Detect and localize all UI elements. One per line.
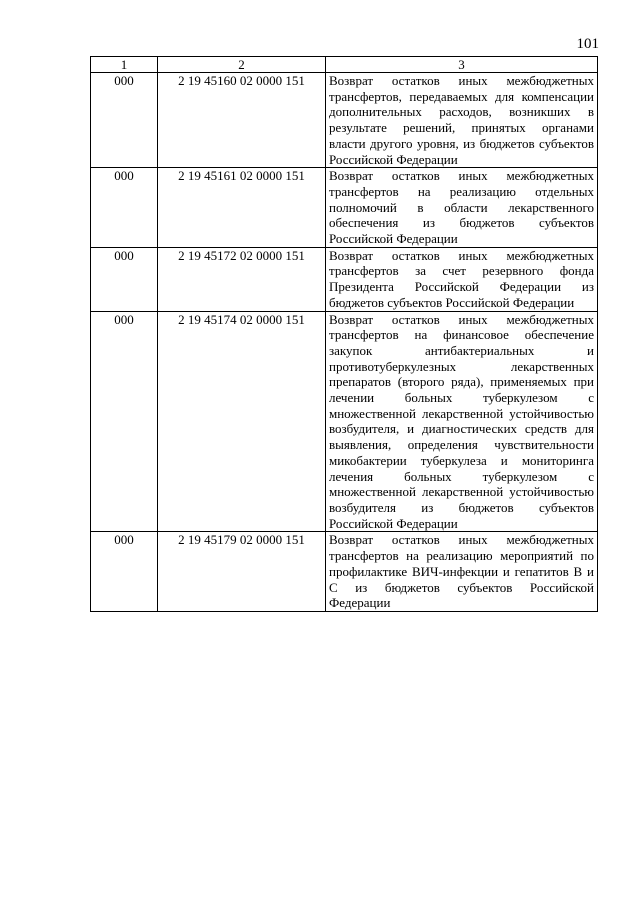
table-row bbox=[91, 168, 598, 248]
kbk-code-cell: 2 19 45160 02 0000 151 bbox=[158, 73, 326, 168]
table-row bbox=[91, 532, 598, 612]
income-name-cell: Возврат остатков иных межбюджетных трансфертов, передаваемых для компенсации дополнительных расходов, возникших в результате решений, принятых органами власти другого уровня, из бюджетов субъектов Российской Федерации bbox=[326, 73, 598, 168]
admin-code-cell: 000 bbox=[91, 73, 158, 168]
column-header-2: 2 bbox=[158, 57, 326, 73]
kbk-code-cell: 2 19 45174 02 0000 151 bbox=[158, 311, 326, 532]
table-header-row bbox=[91, 57, 598, 73]
table-row bbox=[91, 73, 598, 168]
column-header-1: 1 bbox=[91, 57, 158, 73]
admin-code-cell: 000 bbox=[91, 311, 158, 532]
income-name-cell: Возврат остатков иных межбюджетных трансфертов на реализацию отдельных полномочий в области лекарственного обеспечения из бюджетов субъектов Российской Федерации bbox=[326, 168, 598, 248]
table-row bbox=[91, 247, 598, 311]
income-name-cell: Возврат остатков иных межбюджетных трансфертов на финансовое обеспечение закупок антибактериальных и противотуберкулезных лекарственных препаратов (второго ряда), применяемых при лечении больных туберкулезом с множественной лекарственной устойчивостью возбудителя, и диагностических средств для выявления, определения чувствительности микобактерии туберкулеза и мониторинга лечения больных туберкулезом с множественной лекарственной устойчивостью возбудителя из бюджетов субъектов Российской Федерации bbox=[326, 311, 598, 532]
income-name-cell: Возврат остатков иных межбюджетных трансфертов на реализацию мероприятий по профилактике ВИЧ-инфекции и гепатитов В и С из бюджетов субъектов Российской Федерации bbox=[326, 532, 598, 612]
kbk-code-cell: 2 19 45172 02 0000 151 bbox=[158, 247, 326, 311]
admin-code-cell: 000 bbox=[91, 168, 158, 248]
budget-classification-table bbox=[90, 56, 598, 612]
kbk-code-cell: 2 19 45179 02 0000 151 bbox=[158, 532, 326, 612]
admin-code-cell: 000 bbox=[91, 247, 158, 311]
column-header-3: 3 bbox=[326, 57, 598, 73]
admin-code-cell: 000 bbox=[91, 532, 158, 612]
income-name-cell: Возврат остатков иных межбюджетных трансфертов за счет резервного фонда Президента Российской Федерации из бюджетов субъектов Российской Федерации bbox=[326, 247, 598, 311]
page-number: 101 bbox=[576, 36, 599, 52]
kbk-code-cell: 2 19 45161 02 0000 151 bbox=[158, 168, 326, 248]
table-row bbox=[91, 311, 598, 532]
